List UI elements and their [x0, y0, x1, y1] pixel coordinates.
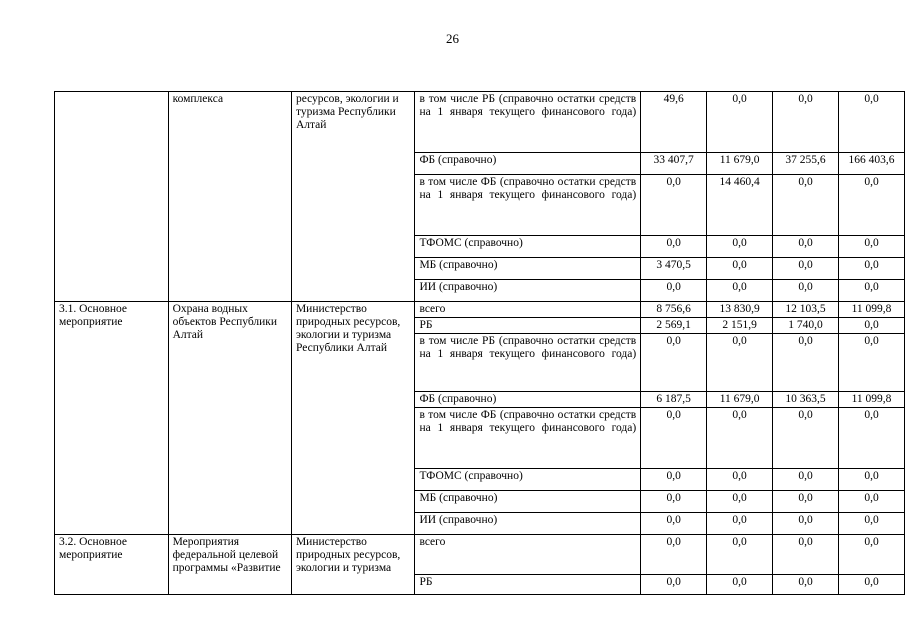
value-cell: 166 403,6: [839, 153, 905, 175]
value-cell: 0,0: [707, 469, 773, 491]
value-cell: 0,0: [839, 175, 905, 236]
value-cell: 0,0: [641, 175, 707, 236]
value-cell: 0,0: [839, 280, 905, 302]
value-cell: 1 740,0: [773, 318, 839, 334]
funding-source-cell: МБ (справочно): [415, 258, 641, 280]
value-cell: 6 187,5: [641, 392, 707, 408]
value-cell: 0,0: [641, 334, 707, 392]
funding-source-cell: ТФОМС (справочно): [415, 236, 641, 258]
value-cell: 0,0: [773, 408, 839, 469]
funding-source-cell: в том числе РБ (справочно остатки средств на 1 января текущего финансового года): [415, 334, 641, 392]
value-cell: 0,0: [641, 408, 707, 469]
value-cell: 0,0: [773, 280, 839, 302]
value-cell: 0,0: [773, 469, 839, 491]
value-cell: 2 151,9: [707, 318, 773, 334]
value-cell: 0,0: [707, 280, 773, 302]
value-cell: 0,0: [839, 469, 905, 491]
value-cell: 0,0: [641, 513, 707, 535]
value-cell: 3 470,5: [641, 258, 707, 280]
funding-source-cell: ИИ (справочно): [415, 280, 641, 302]
value-cell: 49,6: [641, 92, 707, 153]
value-cell: 0,0: [641, 469, 707, 491]
value-cell: 12 103,5: [773, 302, 839, 318]
value-cell: 0,0: [707, 408, 773, 469]
executor-cell: Министерство природных ресурсов, экологии и туризма Республики Алтай: [291, 302, 415, 535]
funding-source-cell: всего: [415, 302, 641, 318]
value-cell: 0,0: [839, 236, 905, 258]
value-cell: 0,0: [707, 513, 773, 535]
value-cell: 0,0: [641, 491, 707, 513]
value-cell: 0,0: [839, 318, 905, 334]
event-name-cell: Охрана водных объектов Республики Алтай: [168, 302, 291, 535]
value-cell: 0,0: [839, 334, 905, 392]
value-cell: 0,0: [707, 236, 773, 258]
budget-table: [54, 91, 905, 595]
value-cell: 37 255,6: [773, 153, 839, 175]
value-cell: 0,0: [839, 575, 905, 595]
value-cell: 11 099,8: [839, 392, 905, 408]
value-cell: 14 460,4: [707, 175, 773, 236]
funding-source-cell: ФБ (справочно): [415, 392, 641, 408]
table-row: [55, 535, 905, 575]
value-cell: 10 363,5: [773, 392, 839, 408]
value-cell: 0,0: [839, 408, 905, 469]
value-cell: 2 569,1: [641, 318, 707, 334]
value-cell: 0,0: [641, 535, 707, 575]
value-cell: 0,0: [839, 535, 905, 575]
value-cell: 0,0: [773, 258, 839, 280]
value-cell: 0,0: [707, 491, 773, 513]
event-code-cell: 3.1. Основное мероприятие: [55, 302, 169, 535]
value-cell: 0,0: [773, 491, 839, 513]
executor-cell: Министерство природных ресурсов, экологии и туризма: [291, 535, 415, 595]
event-code-cell: [55, 92, 169, 302]
value-cell: 0,0: [773, 513, 839, 535]
funding-source-cell: РБ: [415, 318, 641, 334]
value-cell: 11 679,0: [707, 153, 773, 175]
funding-source-cell: в том числе ФБ (справочно остатки средств на 1 января текущего финансового года): [415, 408, 641, 469]
value-cell: 0,0: [773, 175, 839, 236]
funding-source-cell: в том числе РБ (справочно остатки средств на 1 января текущего финансового года): [415, 92, 641, 153]
value-cell: 0,0: [641, 575, 707, 595]
value-cell: 0,0: [707, 92, 773, 153]
value-cell: 8 756,6: [641, 302, 707, 318]
value-cell: 0,0: [773, 535, 839, 575]
value-cell: 0,0: [773, 92, 839, 153]
funding-source-cell: ФБ (справочно): [415, 153, 641, 175]
event-code-cell: 3.2. Основное мероприятие: [55, 535, 169, 595]
funding-source-cell: в том числе ФБ (справочно остатки средств на 1 января текущего финансового года): [415, 175, 641, 236]
value-cell: 0,0: [839, 491, 905, 513]
table-row: [55, 92, 905, 153]
value-cell: 0,0: [839, 92, 905, 153]
value-cell: 0,0: [839, 258, 905, 280]
value-cell: 0,0: [773, 575, 839, 595]
value-cell: 0,0: [641, 280, 707, 302]
event-name-cell: комплекса: [168, 92, 291, 302]
value-cell: 0,0: [773, 334, 839, 392]
value-cell: 11 679,0: [707, 392, 773, 408]
value-cell: 13 830,9: [707, 302, 773, 318]
table-row: [55, 302, 905, 318]
funding-source-cell: ИИ (справочно): [415, 513, 641, 535]
executor-cell: ресурсов, экологии и туризма Республики Алтай: [291, 92, 415, 302]
value-cell: 0,0: [707, 535, 773, 575]
value-cell: 0,0: [641, 236, 707, 258]
value-cell: 0,0: [707, 258, 773, 280]
event-name-cell: Мероприятия федеральной целевой программы «Развитие: [168, 535, 291, 595]
value-cell: 0,0: [773, 236, 839, 258]
page-number: 26: [446, 31, 459, 46]
value-cell: 11 099,8: [839, 302, 905, 318]
funding-source-cell: ТФОМС (справочно): [415, 469, 641, 491]
funding-source-cell: МБ (справочно): [415, 491, 641, 513]
value-cell: 0,0: [839, 513, 905, 535]
value-cell: 0,0: [707, 575, 773, 595]
value-cell: 33 407,7: [641, 153, 707, 175]
funding-source-cell: всего: [415, 535, 641, 575]
funding-source-cell: РБ: [415, 575, 641, 595]
value-cell: 0,0: [707, 334, 773, 392]
